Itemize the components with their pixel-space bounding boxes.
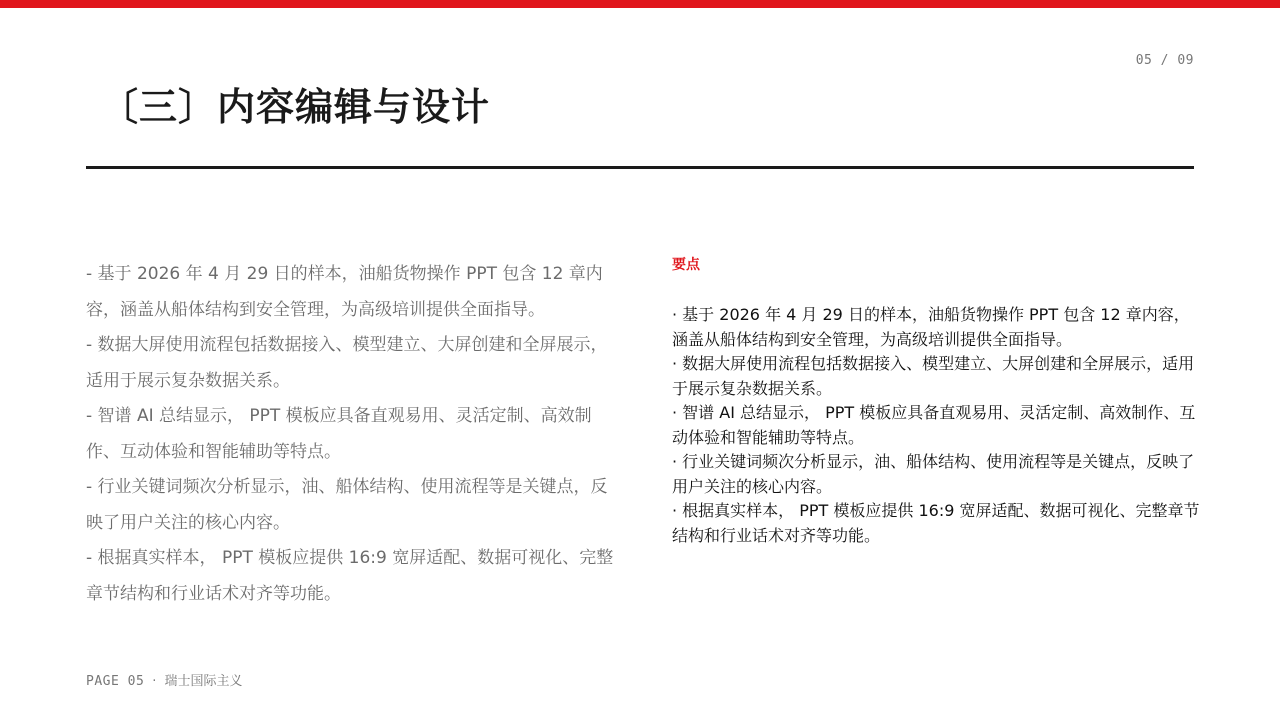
footer-page-label: PAGE 05 [86, 674, 145, 689]
slide-footer [86, 670, 242, 689]
key-point-item: · 基于 2026 年 4 月 29 日的样本，油船货物操作 PPT 包含 12 章内容，涵盖从船体结构到安全管理，为高级培训提供全面指导。 [672, 305, 1190, 349]
body-paragraph: - 行业关键词频次分析显示，油、船体结构、使用流程等是关键点，反映了用户关注的核心内容。 [86, 477, 608, 533]
footer-organization: 瑞士国际主义 [164, 674, 243, 689]
key-point-item: · 智谱 AI 总结显示， PPT 模板应具备直观易用、灵活定制、高效制作、互动体验和智能辅助等特点。 [672, 403, 1196, 447]
key-point-item: · 根据真实样本， PPT 模板应提供 16:9 宽屏适配、数据可视化、完整章节结构和行业话术对齐等功能。 [672, 501, 1200, 545]
slide-title: 〔三〕内容编辑与设计 [100, 85, 491, 129]
body-paragraph: - 基于 2026 年 4 月 29 日的样本，油船货物操作 PPT 包含 12 章内容，涵盖从船体结构到安全管理，为高级培训提供全面指导。 [86, 264, 603, 320]
page-counter: 05 / 09 [1135, 53, 1194, 68]
accent-top-bar [0, 0, 1280, 8]
footer-separator: · [152, 674, 157, 689]
body-paragraph: - 根据真实样本， PPT 模板应提供 16:9 宽屏适配、数据可视化、完整章节结构和行业话术对齐等功能。 [86, 548, 614, 604]
key-point-item: · 行业关键词频次分析显示，油、船体结构、使用流程等是关键点，反映了用户关注的核心内容。 [672, 452, 1195, 496]
body-paragraph: - 智谱 AI 总结显示， PPT 模板应具备直观易用、灵活定制、高效制作、互动体验和智能辅助等特点。 [86, 406, 592, 462]
key-points-panel [672, 253, 1202, 545]
body-paragraph: - 数据大屏使用流程包括数据接入、模型建立、大屏创建和全屏展示，适用于展示复杂数据关系。 [86, 335, 608, 391]
key-points-heading: 要点 [672, 257, 700, 273]
key-point-item: · 数据大屏使用流程包括数据接入、模型建立、大屏创建和全屏展示，适用于展示复杂数据关系。 [672, 354, 1195, 398]
key-points-list [672, 303, 1202, 548]
title-divider [86, 166, 1194, 169]
left-body-column [86, 257, 621, 612]
